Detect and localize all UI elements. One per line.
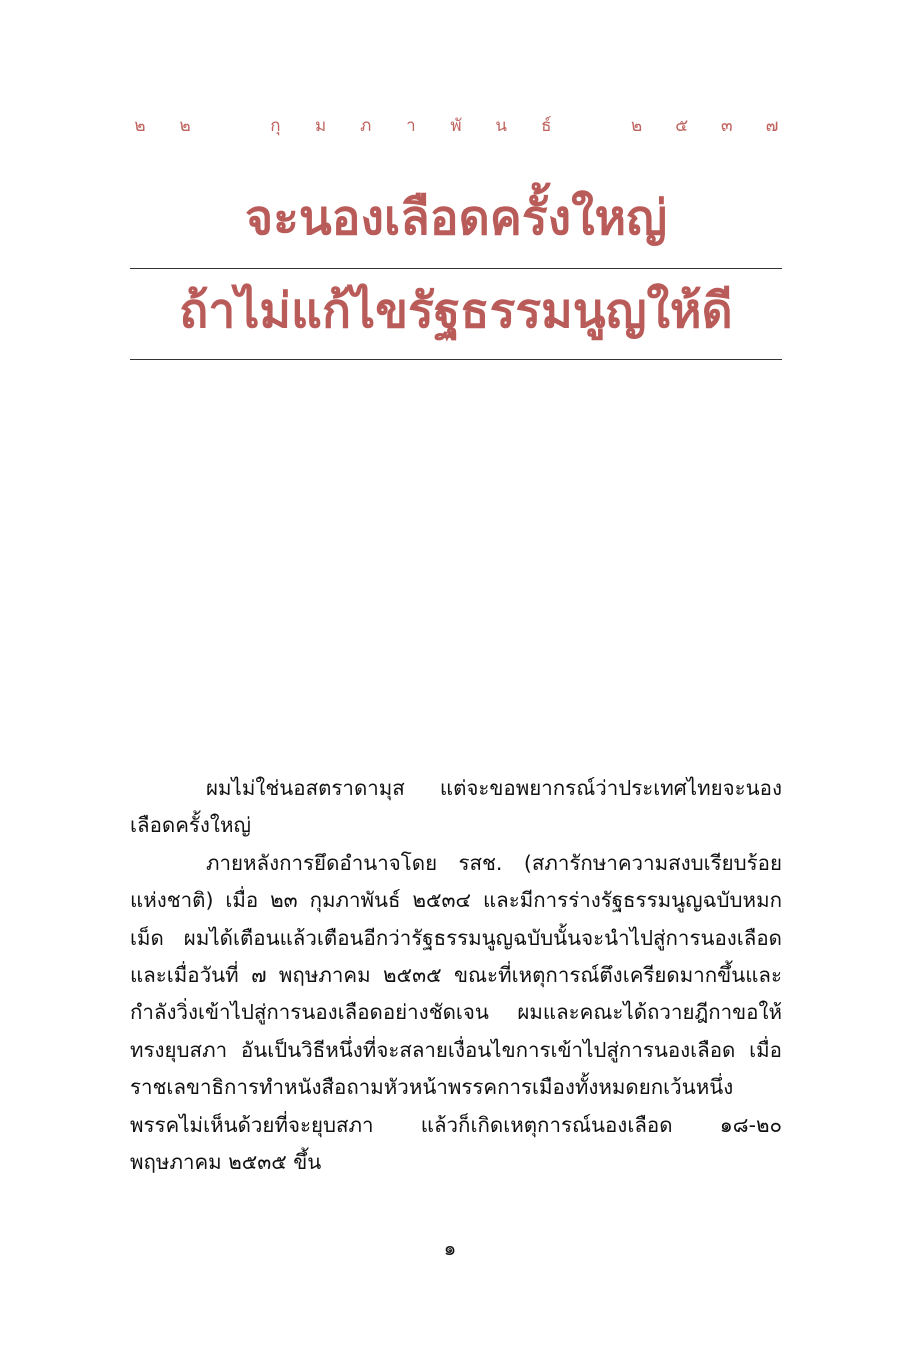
date-char: ๒	[134, 115, 146, 136]
chapter-title-line-1: จะนองเลือดครั้งใหญ่	[244, 190, 668, 246]
date-char: ธ์	[541, 115, 552, 136]
date-char: ๗	[765, 115, 779, 136]
date-char: ม	[314, 115, 327, 136]
date-char: กุ	[270, 115, 281, 136]
date-char: า	[406, 115, 416, 136]
body-text	[130, 770, 782, 1181]
date-char: พั	[450, 115, 462, 136]
page-number: ๑	[443, 1236, 457, 1260]
date-char: ๕	[675, 115, 689, 136]
date-char: ภ	[360, 115, 372, 136]
chapter-title-line-2: ถ้าไม่แก้ไขรัฐธรรมนูญให้ดี	[179, 283, 733, 339]
title-divider-bottom	[130, 359, 782, 360]
paragraph: ผมไม่ใช่นอสตราดามุส แต่จะขอพยากรณ์ว่าประเทศไทยจะนองเลือดครั้งใหญ่	[130, 776, 782, 838]
date-char: ๓	[721, 115, 733, 136]
date-char: ๒	[630, 115, 643, 136]
date-char: น	[495, 115, 507, 136]
title-divider-top	[130, 268, 782, 269]
date-header	[130, 112, 782, 138]
paragraph: ภายหลังการยึดอำนาจโดย รสช. (สภารักษาความสงบเรียบร้อยแห่งชาติ) เมื่อ ๒๓ กุมภาพันธ์ ๒๕๓๔ และมีการร่างรัฐธรรมนูญฉบับหมกเม็ด ผมได้เตือนแล้วเตือนอีกว่ารัฐธรรมนูญฉบับนั้นจะนำไปสู่การนองเลือด และเมื่อวันที่ ๗ พฤษภาคม ๒๕๓๕ ขณะที่เหตุการณ์ตึงเครียดมากขึ้นและกำลังวิ่งเข้าไปสู่การนองเลือดอย่างชัดเจน ผมและคณะได้ถวายฎีกาขอให้ทรงยุบสภา อันเป็นวิธีหนึ่งที่จะสลายเงื่อนไขการเข้าไปสู่การนองเลือด เมื่อราชเลขาธิการทำหนังสือถามหัวหน้าพรรคการเมืองทั้งหมดยกเว้นหนึ่งพรรคไม่เห็นด้วยที่จะยุบสภา แล้วก็เกิดเหตุการณ์นองเลือด ๑๘-๒๐ พฤษภาคม ๒๕๓๕ ขึ้น	[130, 850, 782, 1175]
date-char: ๒	[179, 115, 191, 136]
